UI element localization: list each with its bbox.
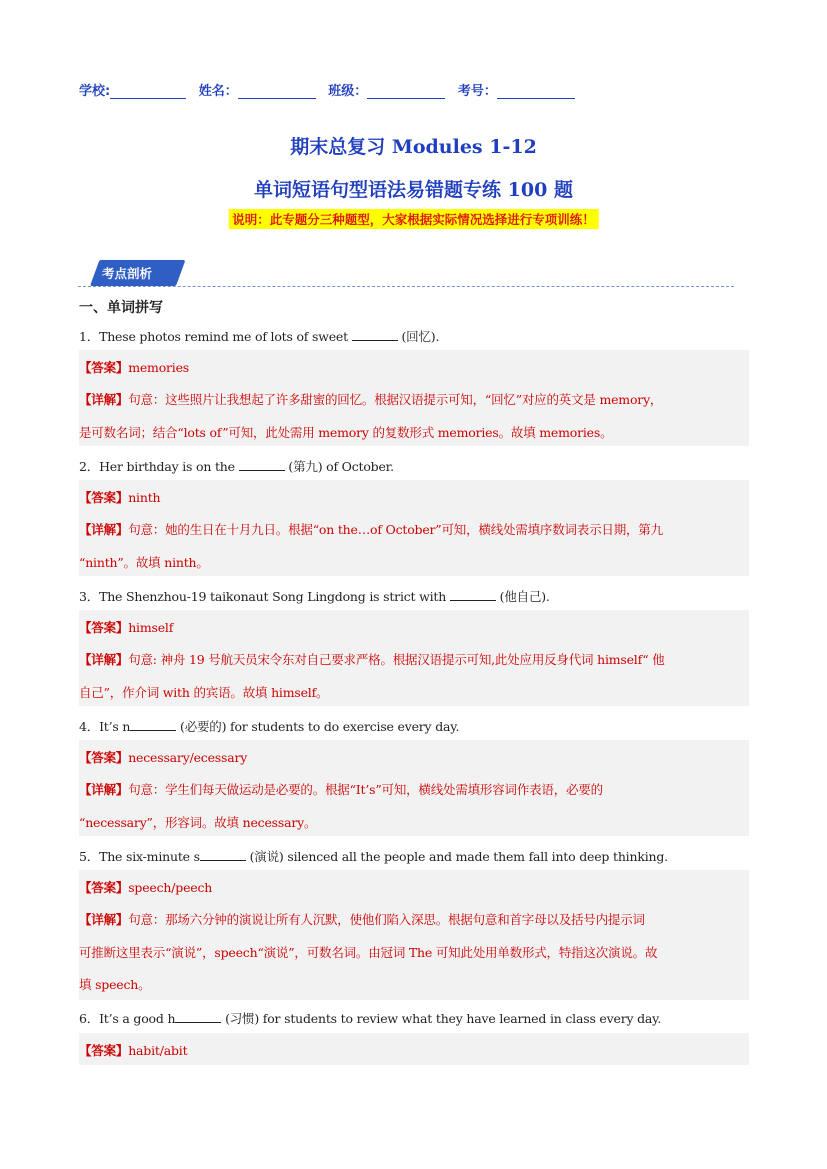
answer-line (79, 1041, 187, 1059)
answer-value: speech/peech (128, 880, 213, 895)
answer-blank (130, 718, 176, 731)
detail-text: 句意：那场六分钟的演说让所有人沉默，使他们陷入深思。根据句意和首字母以及括号内提示词 (128, 912, 645, 927)
detail-line (79, 390, 662, 408)
question-hint: (回忆). (397, 329, 440, 344)
name-label: 姓名： (198, 84, 238, 99)
detail-line (79, 813, 316, 831)
detail-line (79, 683, 328, 701)
detail-label: 【详解】 (79, 522, 129, 537)
question-text: The six-minute s (99, 849, 200, 864)
question-hint: (他自己). (495, 589, 550, 604)
answer-box (79, 610, 749, 706)
question-text: Her birthday is on the (99, 459, 239, 474)
answer-label: 【答案】 (79, 490, 129, 505)
answer-blank (175, 1010, 221, 1023)
answer-box (79, 870, 749, 1000)
answer-blank (239, 458, 285, 471)
document-title: 期末总复习 Modules 1-12 (290, 136, 537, 158)
question-hint: (第九) of October. (284, 459, 394, 474)
question-number: 1． (79, 329, 100, 344)
question-item (79, 587, 550, 605)
question-number: 4． (79, 719, 100, 734)
question-number: 5． (79, 849, 100, 864)
answer-blank (352, 328, 398, 341)
banner-label: 考点剖析 (102, 266, 153, 281)
detail-line (79, 943, 657, 961)
school-field[interactable] (110, 84, 186, 99)
question-hint: (必要的) for students to do exercise every day. (176, 719, 460, 734)
detail-text: “necessary”，形容词。故填 necessary。 (79, 815, 317, 830)
detail-text: 自己”，作介词 with 的宾语。故填 himself。 (79, 685, 329, 700)
answer-label: 【答案】 (79, 360, 129, 375)
class-field[interactable] (367, 84, 445, 99)
detail-label: 【详解】 (79, 652, 129, 667)
answer-line (79, 878, 212, 896)
detail-line (79, 975, 150, 993)
answer-line (79, 358, 189, 376)
answer-line (79, 488, 160, 506)
detail-line (79, 520, 663, 538)
detail-line (79, 650, 665, 668)
question-number: 3． (79, 589, 100, 604)
question-item (79, 327, 439, 345)
question-item (79, 847, 668, 865)
detail-text: 句意：这些照片让我想起了许多甜蜜的回忆。根据汉语提示可知，“回忆”对应的英文是 memory， (128, 392, 663, 407)
answer-blank (200, 848, 246, 861)
name-field[interactable] (238, 84, 316, 99)
question-item (79, 1009, 661, 1027)
document-subtitle: 单词短语句型语法易错题专练 100 题 (254, 179, 573, 201)
answer-label: 【答案】 (79, 1043, 129, 1058)
question-number: 6． (79, 1011, 100, 1026)
detail-line (79, 553, 209, 571)
detail-label: 【详解】 (79, 392, 129, 407)
school-label: 学校: (79, 84, 111, 99)
answer-label: 【答案】 (79, 880, 129, 895)
detail-label: 【详解】 (79, 912, 129, 927)
answer-line (79, 748, 247, 766)
answer-label: 【答案】 (79, 750, 129, 765)
detail-line (79, 780, 603, 798)
answer-value: himself (128, 620, 174, 635)
detail-line (79, 423, 612, 441)
detail-text: “ninth”。故填 ninth。 (79, 555, 209, 570)
answer-value: memories (128, 360, 190, 375)
answer-blank (450, 588, 496, 601)
answer-line (79, 618, 173, 636)
detail-text: 句意: 神舟 19 号航天员宋令东对自己要求严格。根据汉语提示可知,此处应用反身代词 himself“ 他 (128, 652, 665, 667)
detail-text: 填 speech。 (79, 977, 151, 992)
instruction-note: 说明：此专题分三种题型，大家根据实际情况选择进行专项训练！ (228, 209, 599, 229)
detail-label: 【详解】 (79, 782, 129, 797)
answer-box (79, 350, 749, 446)
answer-box (79, 1033, 749, 1065)
question-item (79, 717, 459, 735)
question-text: These photos remind me of lots of sweet (99, 329, 352, 344)
question-item (79, 457, 394, 475)
question-hint: (演说) silenced all the people and made them fall into deep thinking. (245, 849, 668, 864)
detail-text: 可推断这里表示“演说”，speech“演说”，可数名词。由冠词 The 可知此处用单数形式，特指这次演说。故 (79, 945, 658, 960)
number-field[interactable] (497, 84, 575, 99)
answer-box (79, 740, 749, 836)
detail-line (79, 910, 645, 928)
question-text: The Shenzhou-19 taikonaut Song Lingdong is strict with (99, 589, 450, 604)
student-info-line (79, 80, 583, 99)
answer-label: 【答案】 (79, 620, 129, 635)
class-label: 班级： (328, 84, 368, 99)
answer-value: ninth (128, 490, 161, 505)
section-heading: 一、单词拼写 (79, 300, 163, 316)
detail-text: 句意：她的生日在十月九日。根据“on the…of October”可知，横线处需填序数词表示日期，第九 (128, 522, 663, 537)
question-text: It’s a good h (99, 1011, 176, 1026)
detail-text: 是可数名词；结合“lots of”可知，此处需用 memory 的复数形式 memories。故填 memories。 (79, 425, 613, 440)
question-text: It’s n (99, 719, 131, 734)
answer-value: habit/abit (128, 1043, 188, 1058)
answer-box (79, 480, 749, 576)
detail-text: 句意：学生们每天做运动是必要的。根据“It’s”可知，横线处需填形容词作表语，必要的 (128, 782, 603, 797)
question-number: 2． (79, 459, 100, 474)
answer-value: necessary/ecessary (128, 750, 248, 765)
number-label: 考号： (457, 84, 497, 99)
question-hint: (习惯) for students to review what they have learned in class every day. (221, 1011, 662, 1026)
banner-divider (78, 286, 734, 287)
